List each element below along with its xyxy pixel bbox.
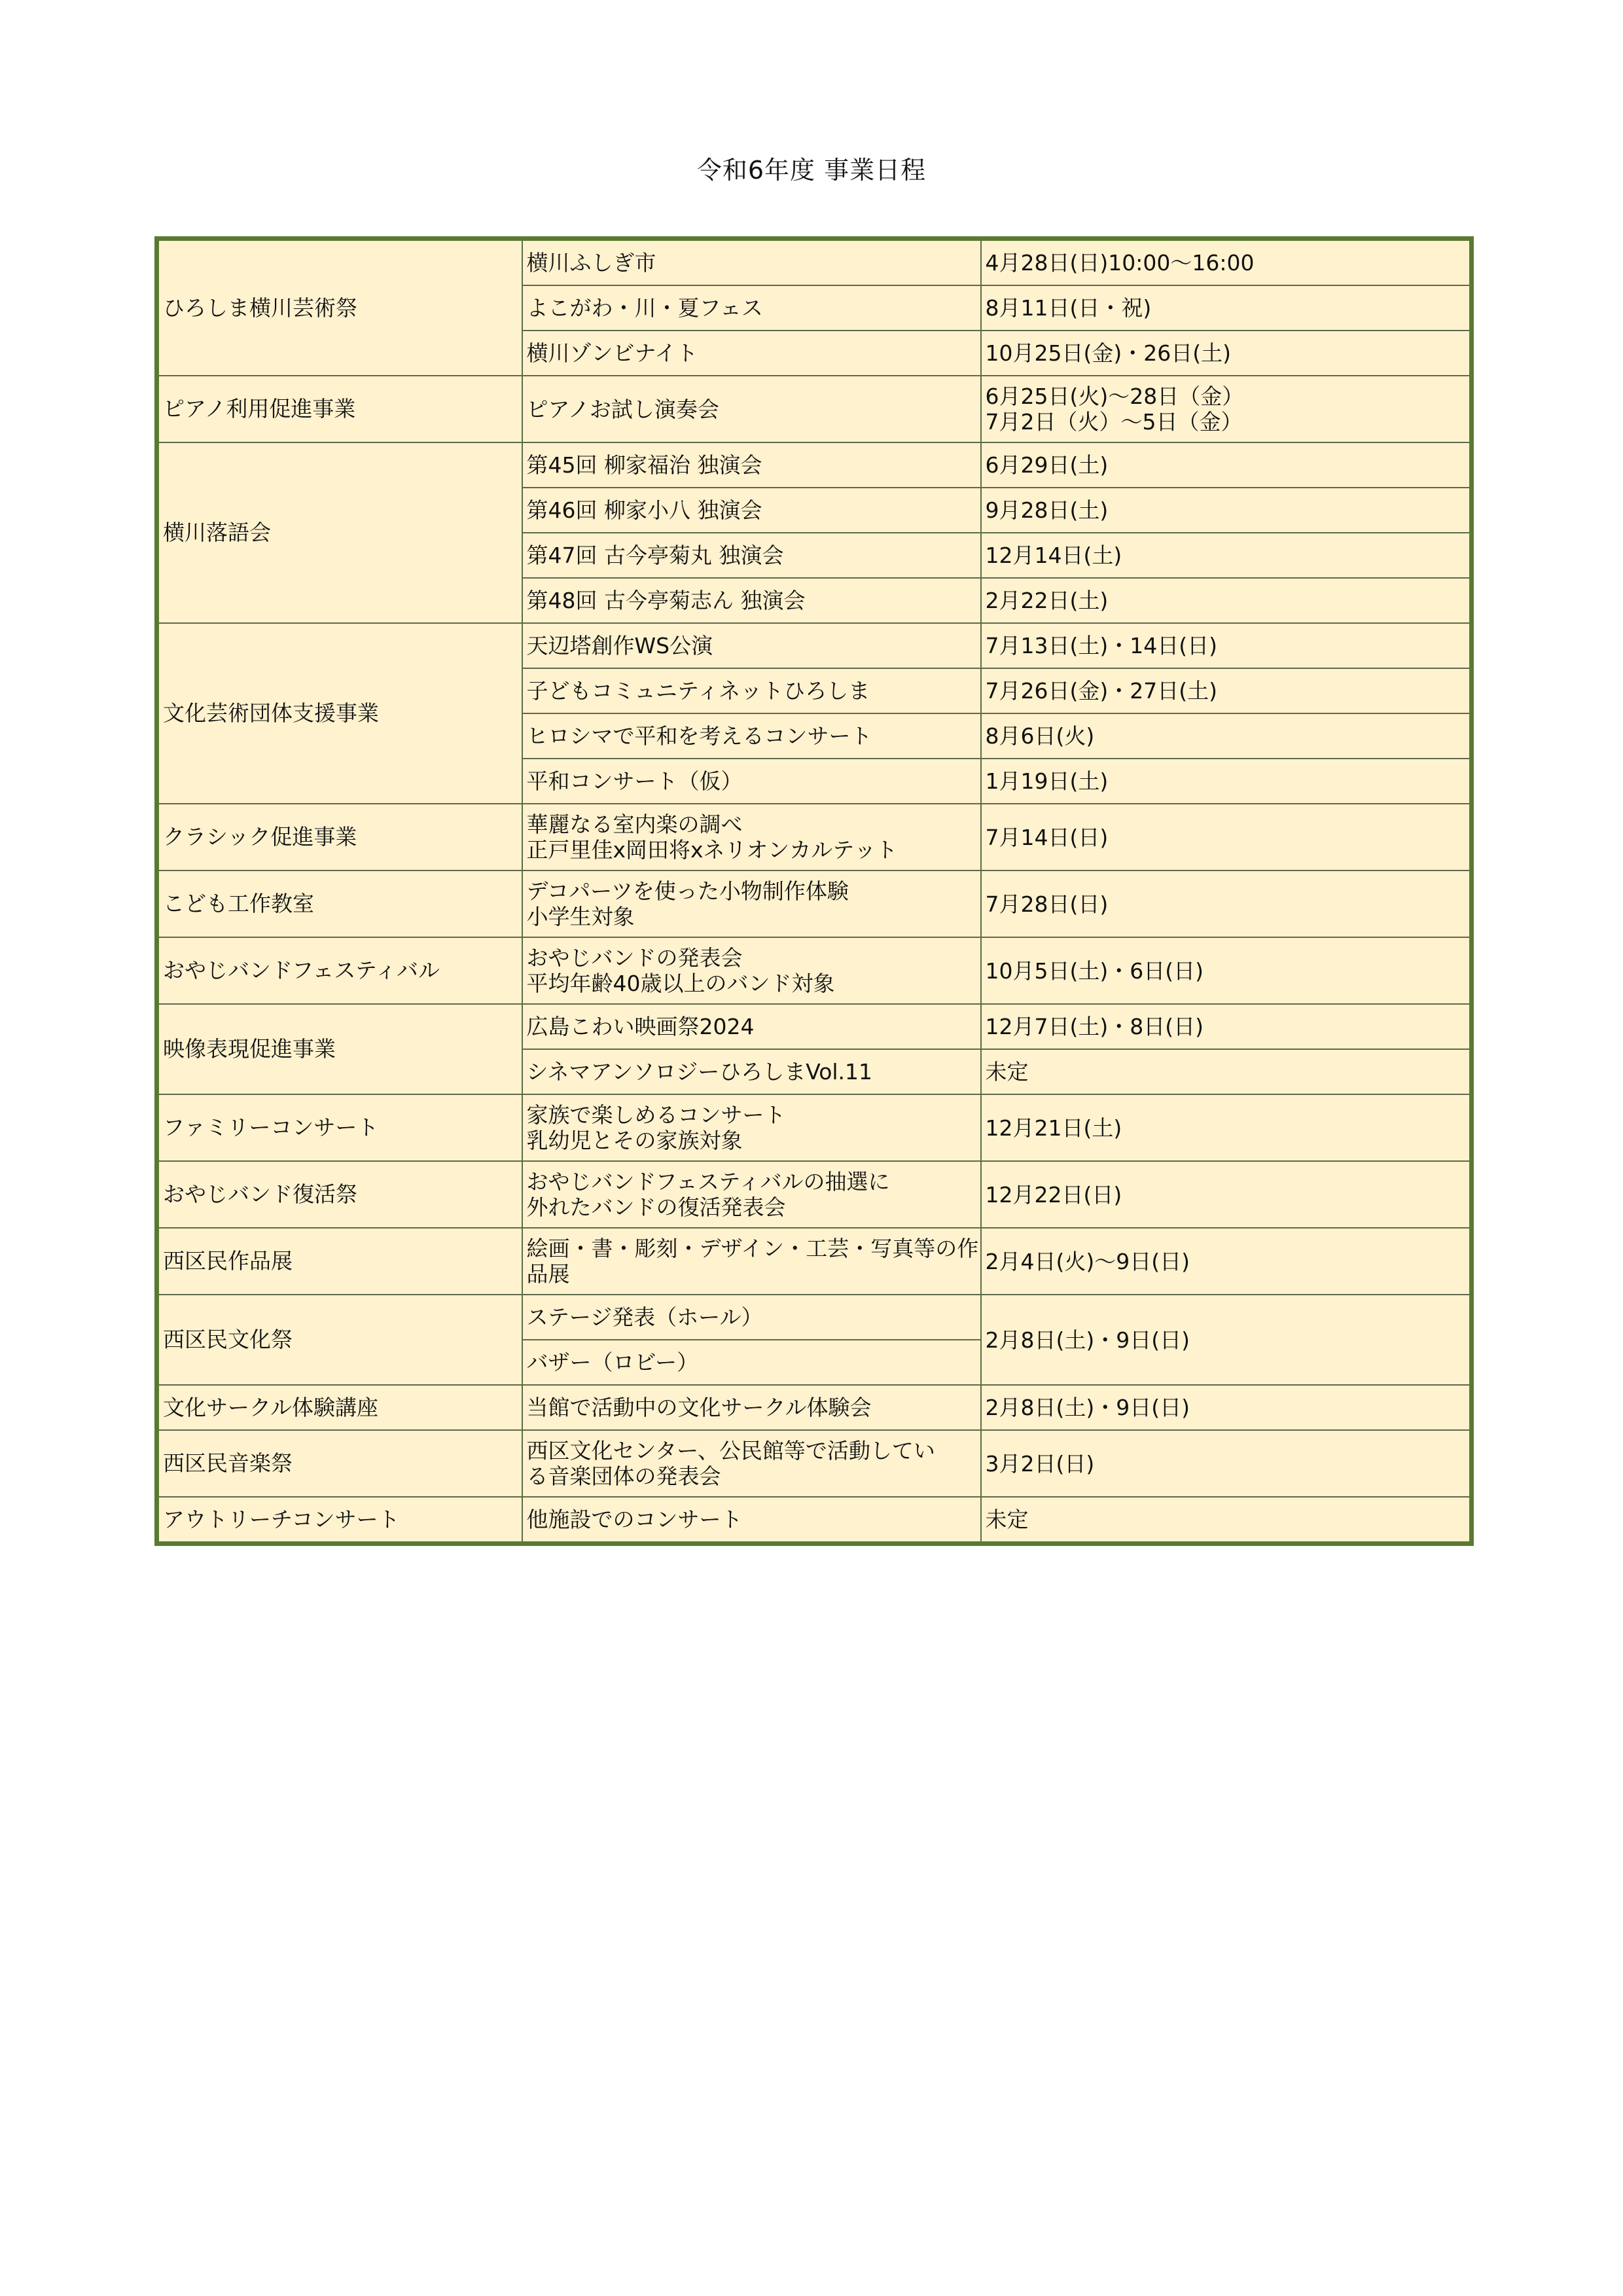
event-cell [522,1004,981,1049]
date-cell [981,1049,1472,1094]
event-text: よこがわ・川・夏フェス [526,295,763,321]
event-cell [522,1094,981,1161]
event-cell [522,759,981,804]
category-cell: アウトリーチコンサート [157,1497,522,1544]
event-lines [527,376,976,442]
event-cell [522,1430,981,1497]
event-lines [527,331,976,375]
event-cell [522,488,981,533]
event-text: 第48回 古今亭菊志ん 独演会 [526,588,806,613]
date-cell [981,239,1472,286]
date-lines [986,669,1466,713]
date-lines [986,938,1466,1003]
category-cell: 文化芸術団体支援事業 [157,623,522,804]
event-text: シネマアンソロジーひろしまVol.11 [526,1059,873,1085]
category-cell: おやじバンドフェスティバル [157,937,522,1004]
event-text: デコパーツを使った小物制作体験 [526,878,849,904]
event-text: 外れたバンドの復活発表会 [526,1194,786,1220]
event-lines [527,714,976,758]
date-text: 1月19日(土) [985,768,1109,794]
date-cell [981,1430,1472,1497]
category-cell: 映像表現促進事業 [157,1004,522,1094]
date-lines [986,871,1466,937]
event-cell [522,937,981,1004]
date-text: 12月22日(日) [985,1181,1122,1208]
date-text: 2月8日(土)・9日(日) [985,1395,1190,1420]
event-lines [527,241,976,285]
event-lines [527,759,976,803]
date-text: 2月4日(火)～9日(日) [985,1248,1190,1274]
event-lines [527,1386,976,1429]
date-lines [986,533,1466,577]
date-lines [986,1050,1466,1094]
date-lines [986,488,1466,532]
event-cell [522,578,981,623]
category-cell: 横川落語会 [157,442,522,623]
event-text: 横川ゾンビナイト [526,340,698,366]
event-cell [522,239,981,286]
date-cell [981,442,1472,488]
date-text: 12月21日(土) [985,1115,1122,1141]
event-text: おやじバンドフェスティバルの抽選に [526,1169,890,1194]
date-lines [986,1095,1466,1160]
event-text: 絵画・書・彫刻・デザイン・工芸・写真等の作 [526,1236,979,1261]
date-text: 12月14日(土) [985,543,1122,568]
table-row [157,1228,1472,1295]
event-text: 第47回 古今亭菊丸 独演会 [526,543,784,568]
category-cell: おやじバンド復活祭 [157,1161,522,1228]
category-cell: 西区民作品展 [157,1228,522,1295]
date-text: 4月28日(日)10:00～16:00 [985,250,1255,276]
event-lines [526,1229,979,1294]
table-row [157,1295,1472,1340]
event-lines [527,1162,976,1227]
event-lines [527,669,976,713]
event-cell [522,623,981,668]
date-lines [986,443,1466,487]
event-text: ステージ発表（ホール） [526,1304,763,1330]
date-text: 8月6日(火) [985,723,1095,749]
table-row [157,376,1472,442]
table-row [157,623,1472,668]
event-cell [522,1385,981,1430]
date-lines [986,759,1466,803]
category-cell: ファミリーコンサート [157,1094,522,1161]
event-cell [522,870,981,937]
event-cell [522,1340,981,1385]
event-text: 西区文化センター、公民館等で活動してい [526,1438,935,1463]
date-cell [981,1161,1472,1228]
date-lines [986,1229,1466,1294]
event-text: 華麗なる室内楽の調べ [526,812,743,837]
category-cell: こども工作教室 [157,870,522,937]
date-lines [986,331,1466,375]
date-text: 10月25日(金)・26日(土) [985,340,1231,366]
date-text: 2月22日(土) [985,588,1109,613]
category-cell: 西区民音楽祭 [157,1430,522,1497]
date-text: 7月26日(金)・27日(土) [985,678,1217,704]
date-cell [981,937,1472,1004]
event-text: 子どもコミュニティネットひろしま [526,678,870,704]
date-cell [981,804,1472,870]
date-text: 7月28日(日) [985,891,1109,917]
date-lines [986,1005,1466,1049]
date-cell [981,870,1472,937]
event-lines [527,533,976,577]
event-lines [527,804,976,870]
date-cell [981,376,1472,442]
date-text: 8月11日(日・祝) [985,295,1152,321]
event-text: 当館で活動中の文化サークル体験会 [526,1395,872,1420]
event-text: 小学生対象 [526,904,635,929]
event-text: 第46回 柳家小八 独演会 [526,497,762,523]
date-cell [981,759,1472,804]
event-text: 他施設でのコンサート [526,1507,743,1532]
category-cell: クラシック促進事業 [157,804,522,870]
event-cell [522,533,981,578]
date-text: 6月25日(火)～28日（金） [985,384,1244,409]
event-cell [522,668,981,713]
date-text: 7月13日(土)・14日(日) [985,633,1217,658]
date-cell [981,1497,1472,1544]
event-cell [522,376,981,442]
table-row [157,1161,1472,1228]
event-cell [522,713,981,759]
date-lines [986,804,1466,870]
date-cell [981,623,1472,668]
event-lines [527,624,976,668]
date-cell [981,1228,1472,1295]
table-row [157,937,1472,1004]
table-row [157,1094,1472,1161]
date-cell [981,1385,1472,1430]
date-text: 9月28日(土) [985,497,1109,523]
event-text: 品展 [526,1261,570,1287]
page-title: 令和6年度 事業日程 [696,156,927,185]
event-text: 第45回 柳家福治 独演会 [526,452,762,478]
event-cell [522,1228,981,1295]
event-cell [522,442,981,488]
table-row [157,804,1472,870]
table-row [157,1004,1472,1049]
category-cell: 文化サークル体験講座 [157,1385,522,1430]
event-lines [527,1340,976,1384]
date-lines [986,714,1466,758]
date-text: 6月29日(土) [985,452,1109,478]
date-cell [981,713,1472,759]
event-text: おやじバンドの発表会 [526,945,743,971]
event-text: バザー（ロビー） [526,1350,699,1375]
date-text: 7月2日（火）～5日（金） [985,409,1243,435]
date-lines [986,1318,1466,1362]
event-text: 平均年齢40歳以上のバンド対象 [526,971,835,996]
event-text: る音楽団体の発表会 [526,1463,721,1489]
table-row [157,239,1472,286]
date-lines [986,1386,1466,1429]
schedule-table [154,236,1474,1546]
date-text: 未定 [985,1507,1029,1532]
event-text: 家族で楽しめるコンサート [526,1102,786,1128]
date-lines [986,241,1466,285]
table-row [157,1385,1472,1430]
date-text: 3月2日(日) [985,1450,1095,1477]
event-cell [522,1049,981,1094]
table-row [157,442,1472,488]
date-cell [981,668,1472,713]
event-lines [527,286,976,330]
date-text: 2月8日(土)・9日(日) [985,1327,1190,1353]
event-text: ヒロシマで平和を考えるコンサート [526,723,872,749]
date-cell [981,1094,1472,1161]
event-cell [522,285,981,331]
event-lines [527,1295,976,1339]
event-lines [527,938,976,1003]
date-cell [981,533,1472,578]
event-text: ピアノお試し演奏会 [526,396,719,422]
date-cell [981,488,1472,533]
event-lines [527,1498,976,1541]
date-lines [986,1162,1466,1227]
event-cell [522,331,981,376]
date-lines [986,579,1466,622]
date-text: 12月7日(土)・8日(日) [985,1014,1204,1039]
date-lines [986,1431,1466,1496]
date-cell [981,285,1472,331]
date-lines [986,286,1466,330]
date-lines [986,376,1466,442]
event-lines [527,1095,976,1160]
date-cell [981,1004,1472,1049]
event-lines [527,443,976,487]
event-text: 乳幼児とその家族対象 [526,1128,743,1153]
event-text: 横川ふしぎ市 [526,250,656,276]
event-text: 正戸里佳x岡田将xネリオンカルテット [526,837,898,863]
event-lines [527,871,976,937]
event-lines [527,1431,976,1496]
date-text: 10月5日(土)・6日(日) [985,958,1204,984]
event-lines [527,579,976,622]
event-lines [527,1005,976,1049]
date-lines [986,624,1466,668]
event-text: 広島こわい映画祭2024 [526,1014,755,1039]
table-row [157,870,1472,937]
category-cell: 西区民文化祭 [157,1295,522,1385]
table-row [157,1430,1472,1497]
event-lines [527,488,976,532]
event-cell [522,1497,981,1544]
event-cell [522,1295,981,1340]
event-text: 平和コンサート（仮） [526,768,743,794]
date-text: 未定 [985,1059,1029,1085]
date-text: 7月14日(日) [985,824,1109,850]
category-cell: ピアノ利用促進事業 [157,376,522,442]
date-cell [981,578,1472,623]
date-cell [981,331,1472,376]
date-cell [981,1295,1472,1385]
event-text: 天辺塔創作WS公演 [526,633,713,658]
event-lines [527,1050,976,1094]
schedule-body [157,239,1472,1544]
date-lines [986,1498,1466,1541]
event-cell [522,804,981,870]
category-cell: ひろしま横川芸術祭 [157,239,522,376]
event-cell [522,1161,981,1228]
table-row [157,1497,1472,1544]
